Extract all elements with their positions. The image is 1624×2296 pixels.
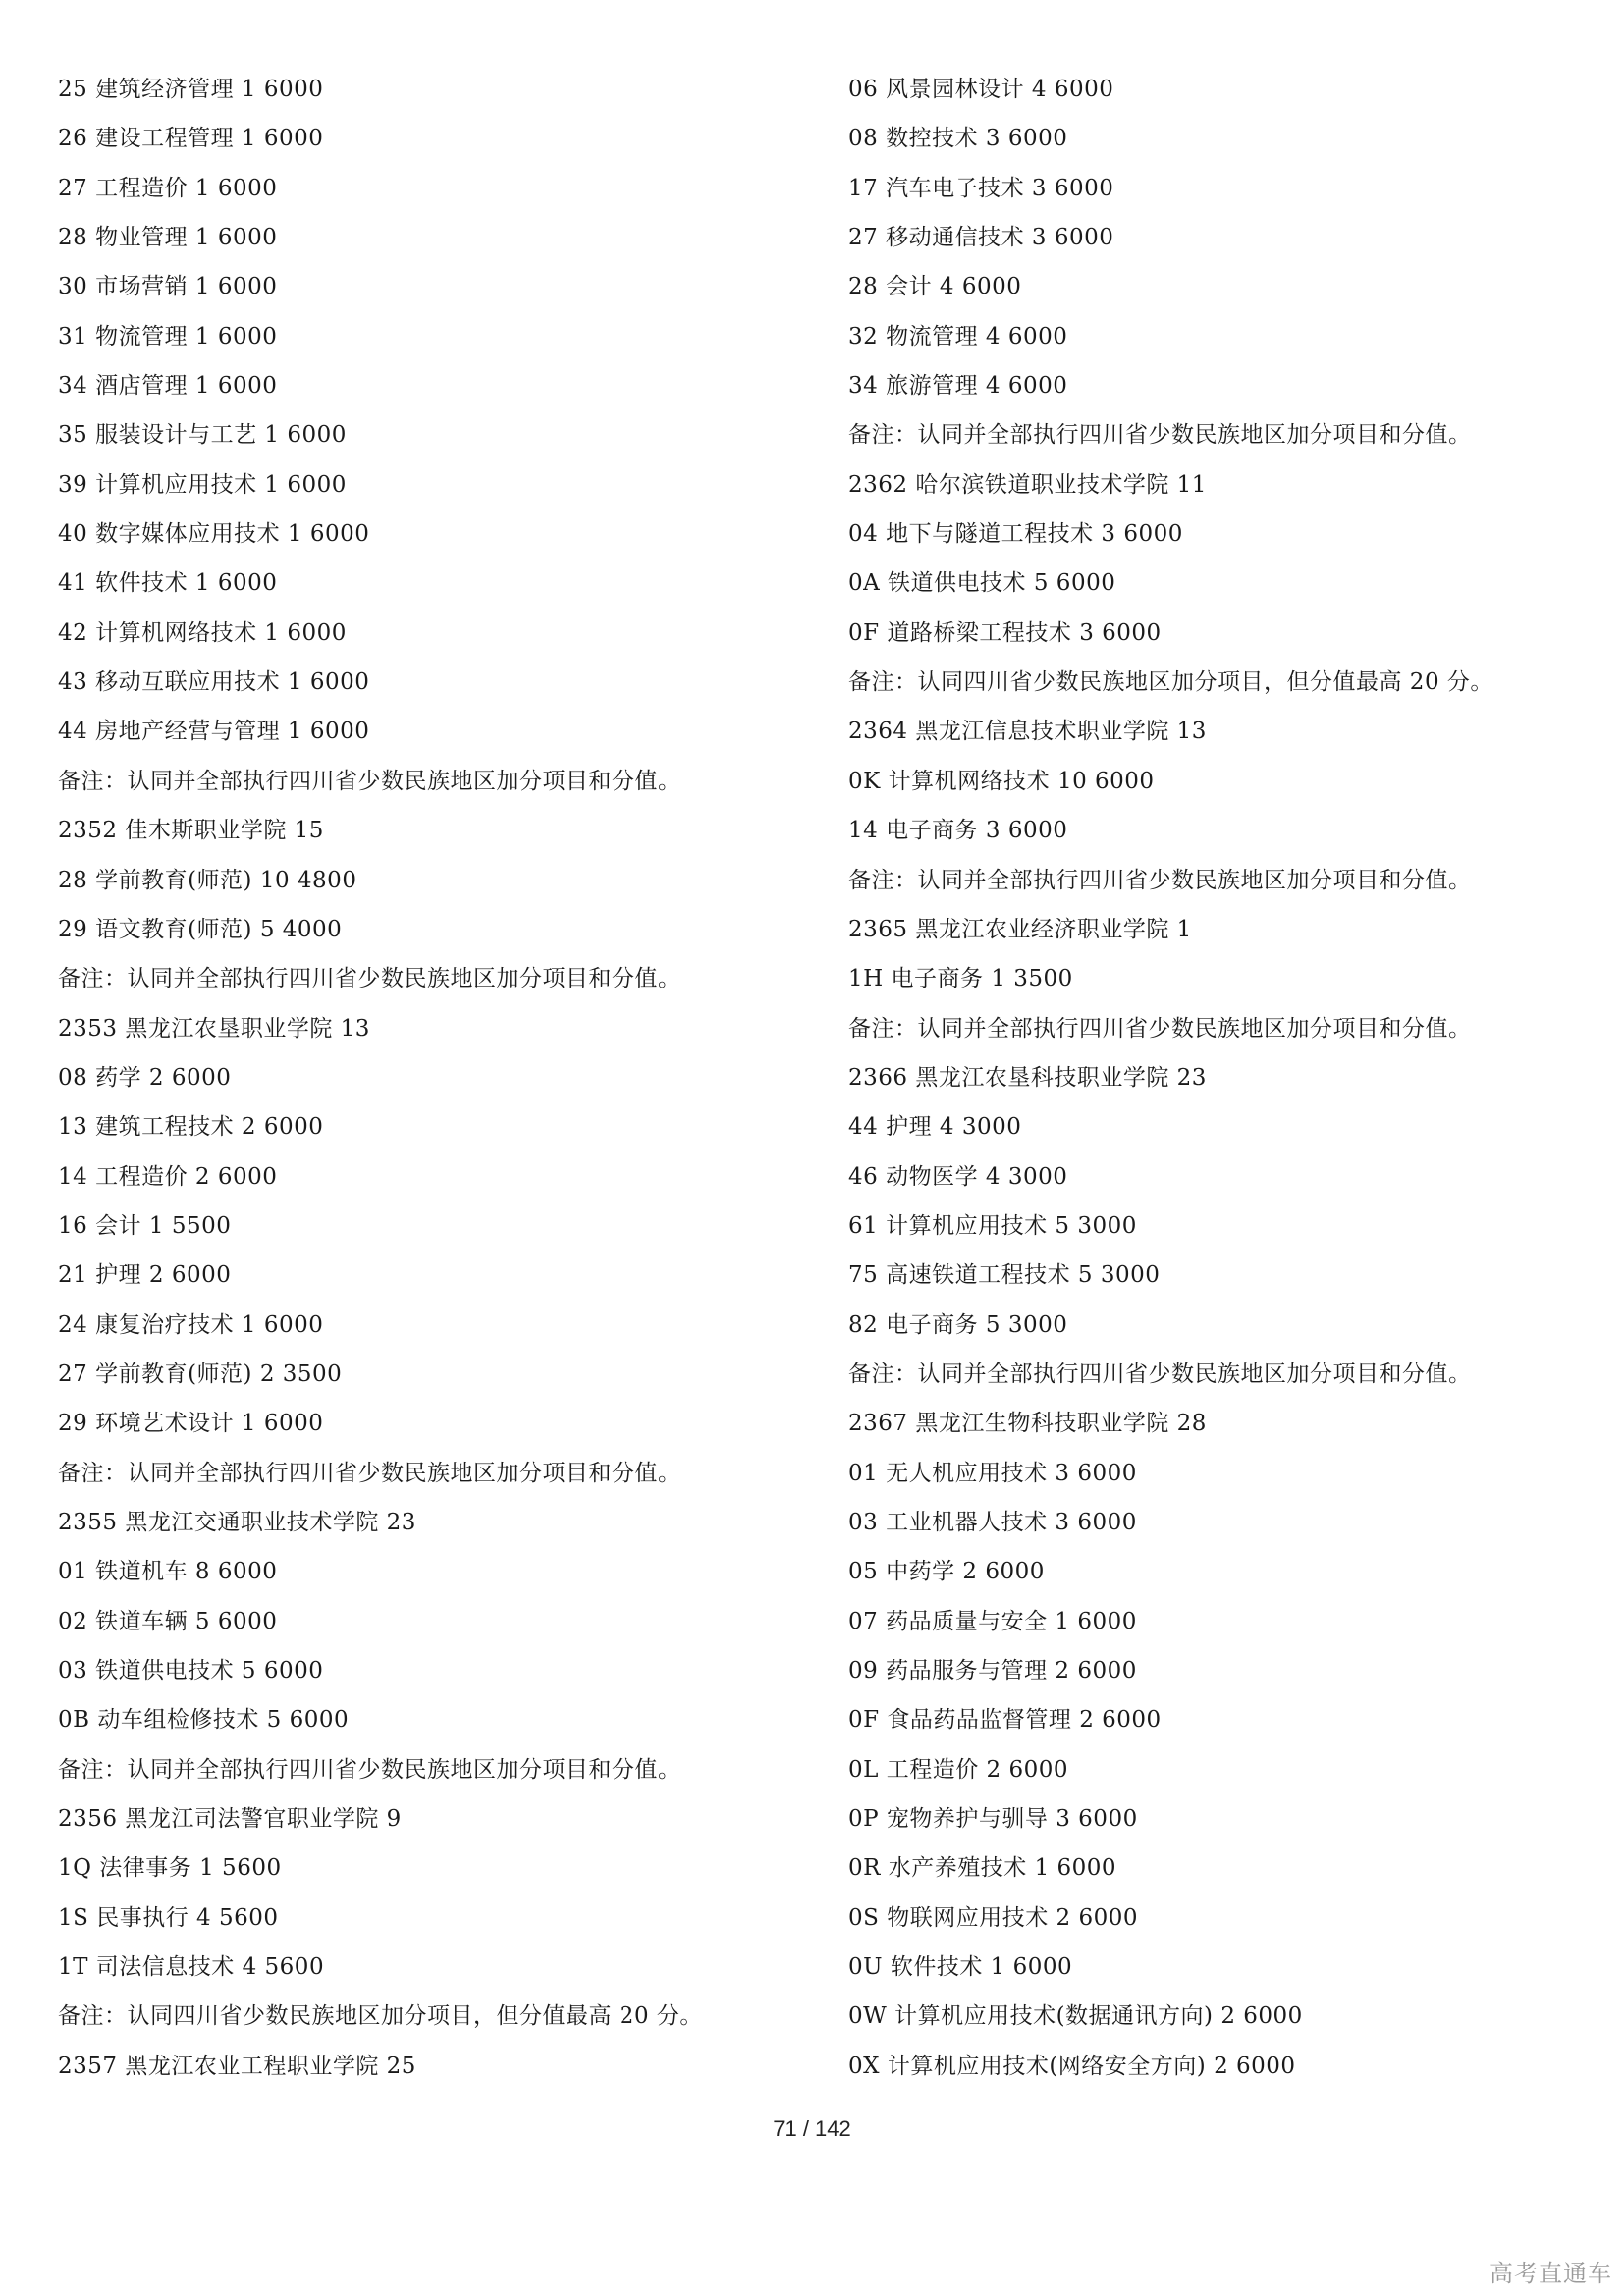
text-line: 02 铁道车辆 5 6000 (58, 1608, 278, 1634)
text-line: 2352 佳木斯职业学院 15 (58, 818, 324, 844)
text-line: 2355 黑龙江交通职业技术学院 23 (58, 1509, 416, 1535)
text-line: 0R 水产养殖技术 1 6000 (848, 1855, 1117, 1882)
text-line: 2356 黑龙江司法警官职业学院 9 (58, 1806, 402, 1833)
text-line: 29 语文教育(师范) 5 4000 (58, 916, 343, 942)
text-line: 27 学前教育(师范) 2 3500 (58, 1361, 343, 1387)
text-line: 44 房地产经营与管理 1 6000 (58, 719, 370, 745)
text-line: 34 酒店管理 1 6000 (58, 373, 278, 400)
right-column (848, 65, 1614, 2091)
text-line: 0F 道路桥梁工程技术 3 6000 (848, 619, 1162, 646)
text-line: 31 物流管理 1 6000 (58, 323, 278, 349)
text-line: 44 护理 4 3000 (848, 1114, 1022, 1141)
page-number: 71 / 142 (773, 2116, 851, 2141)
text-line: 61 计算机应用技术 5 3000 (848, 1212, 1137, 1239)
text-line: 03 工业机器人技术 3 6000 (848, 1509, 1137, 1535)
text-line: 04 地下与隧道工程技术 3 6000 (848, 521, 1183, 548)
text-line: 17 汽车电子技术 3 6000 (848, 175, 1114, 201)
text-line: 备注：认同四川省少数民族地区加分项目，但分值最高 20 分。 (848, 669, 1493, 696)
text-line: 0W 计算机应用技术(数据通讯方向) 2 6000 (848, 2003, 1303, 2030)
text-line: 28 物业管理 1 6000 (58, 225, 278, 251)
text-line: 0A 铁道供电技术 5 6000 (848, 570, 1116, 597)
text-line: 2362 哈尔滨铁道职业技术学院 11 (848, 471, 1207, 498)
text-line: 82 电子商务 5 3000 (848, 1311, 1068, 1338)
text-line: 29 环境艺术设计 1 6000 (58, 1411, 324, 1437)
text-line: 39 计算机应用技术 1 6000 (58, 471, 347, 498)
text-line: 2364 黑龙江信息技术职业学院 13 (848, 719, 1207, 745)
text-line: 27 工程造价 1 6000 (58, 175, 278, 201)
text-line: 备注：认同四川省少数民族地区加分项目，但分值最高 20 分。 (58, 2003, 703, 2030)
text-line: 01 无人机应用技术 3 6000 (848, 1460, 1137, 1486)
text-line: 2367 黑龙江生物科技职业学院 28 (848, 1411, 1207, 1437)
text-line: 1S 民事执行 4 5600 (58, 1904, 279, 1931)
text-line: 备注：认同并全部执行四川省少数民族地区加分项目和分值。 (848, 422, 1472, 449)
text-line: 46 动物医学 4 3000 (848, 1163, 1068, 1190)
text-line: 28 学前教育(师范) 10 4800 (58, 867, 357, 893)
text-line: 2366 黑龙江农垦科技职业学院 23 (848, 1064, 1207, 1091)
text-line: 备注：认同并全部执行四川省少数民族地区加分项目和分值。 (848, 867, 1472, 893)
text-line: 备注：认同并全部执行四川省少数民族地区加分项目和分值。 (58, 1756, 681, 1783)
text-line: 08 数控技术 3 6000 (848, 126, 1068, 152)
text-line: 07 药品质量与安全 1 6000 (848, 1608, 1137, 1634)
text-line: 1H 电子商务 1 3500 (848, 966, 1073, 992)
text-line: 16 会计 1 5500 (58, 1212, 232, 1239)
text-line: 34 旅游管理 4 6000 (848, 373, 1068, 400)
text-line: 21 护理 2 6000 (58, 1262, 232, 1289)
text-line: 0B 动车组检修技术 5 6000 (58, 1707, 350, 1734)
text-line: 1T 司法信息技术 4 5600 (58, 1954, 325, 1981)
text-line: 42 计算机网络技术 1 6000 (58, 619, 347, 646)
text-line: 0P 宠物养护与驯导 3 6000 (848, 1806, 1138, 1833)
text-line: 28 会计 4 6000 (848, 274, 1022, 300)
text-line: 03 铁道供电技术 5 6000 (58, 1658, 324, 1683)
text-line: 24 康复治疗技术 1 6000 (58, 1311, 324, 1338)
left-column (58, 65, 824, 2091)
text-line: 备注：认同并全部执行四川省少数民族地区加分项目和分值。 (58, 768, 681, 794)
text-line: 01 铁道机车 8 6000 (58, 1559, 278, 1585)
text-line: 2353 黑龙江农垦职业学院 13 (58, 1015, 370, 1041)
text-line: 26 建设工程管理 1 6000 (58, 126, 324, 152)
text-line: 08 药学 2 6000 (58, 1064, 232, 1091)
text-line: 备注：认同并全部执行四川省少数民族地区加分项目和分值。 (848, 1015, 1472, 1041)
text-line: 0K 计算机网络技术 10 6000 (848, 768, 1155, 794)
text-line: 40 数字媒体应用技术 1 6000 (58, 521, 370, 548)
text-line: 41 软件技术 1 6000 (58, 570, 278, 597)
text-line: 32 物流管理 4 6000 (848, 323, 1068, 349)
text-line: 13 建筑工程技术 2 6000 (58, 1114, 324, 1141)
text-line: 27 移动通信技术 3 6000 (848, 225, 1114, 251)
text-line: 0L 工程造价 2 6000 (848, 1756, 1069, 1783)
watermark-text: 高考直通车 (1489, 2260, 1612, 2287)
text-line: 14 工程造价 2 6000 (58, 1163, 278, 1190)
text-line: 35 服装设计与工艺 1 6000 (58, 422, 347, 449)
text-line: 43 移动互联应用技术 1 6000 (58, 669, 370, 696)
text-line: 30 市场营销 1 6000 (58, 274, 278, 300)
text-line: 备注：认同并全部执行四川省少数民族地区加分项目和分值。 (848, 1361, 1472, 1387)
text-line: 2357 黑龙江农业工程职业学院 25 (58, 2053, 416, 2079)
text-line: 0F 食品药品监督管理 2 6000 (848, 1707, 1162, 1734)
text-line: 0X 计算机应用技术(网络安全方向) 2 6000 (848, 2053, 1296, 2079)
text-line: 备注：认同并全部执行四川省少数民族地区加分项目和分值。 (58, 966, 681, 992)
text-line: 1Q 法律事务 1 5600 (58, 1855, 282, 1882)
text-line: 0S 物联网应用技术 2 6000 (848, 1904, 1138, 1931)
text-line: 06 风景园林设计 4 6000 (848, 77, 1114, 102)
text-line: 05 中药学 2 6000 (848, 1559, 1045, 1585)
text-line: 备注：认同并全部执行四川省少数民族地区加分项目和分值。 (58, 1460, 681, 1486)
text-line: 0U 软件技术 1 6000 (848, 1954, 1073, 1981)
text-line: 09 药品服务与管理 2 6000 (848, 1658, 1137, 1683)
text-line: 2365 黑龙江农业经济职业学院 1 (848, 916, 1192, 942)
text-line: 14 电子商务 3 6000 (848, 818, 1068, 844)
text-line: 75 高速铁道工程技术 5 3000 (848, 1262, 1161, 1289)
text-line: 25 建筑经济管理 1 6000 (58, 77, 324, 102)
